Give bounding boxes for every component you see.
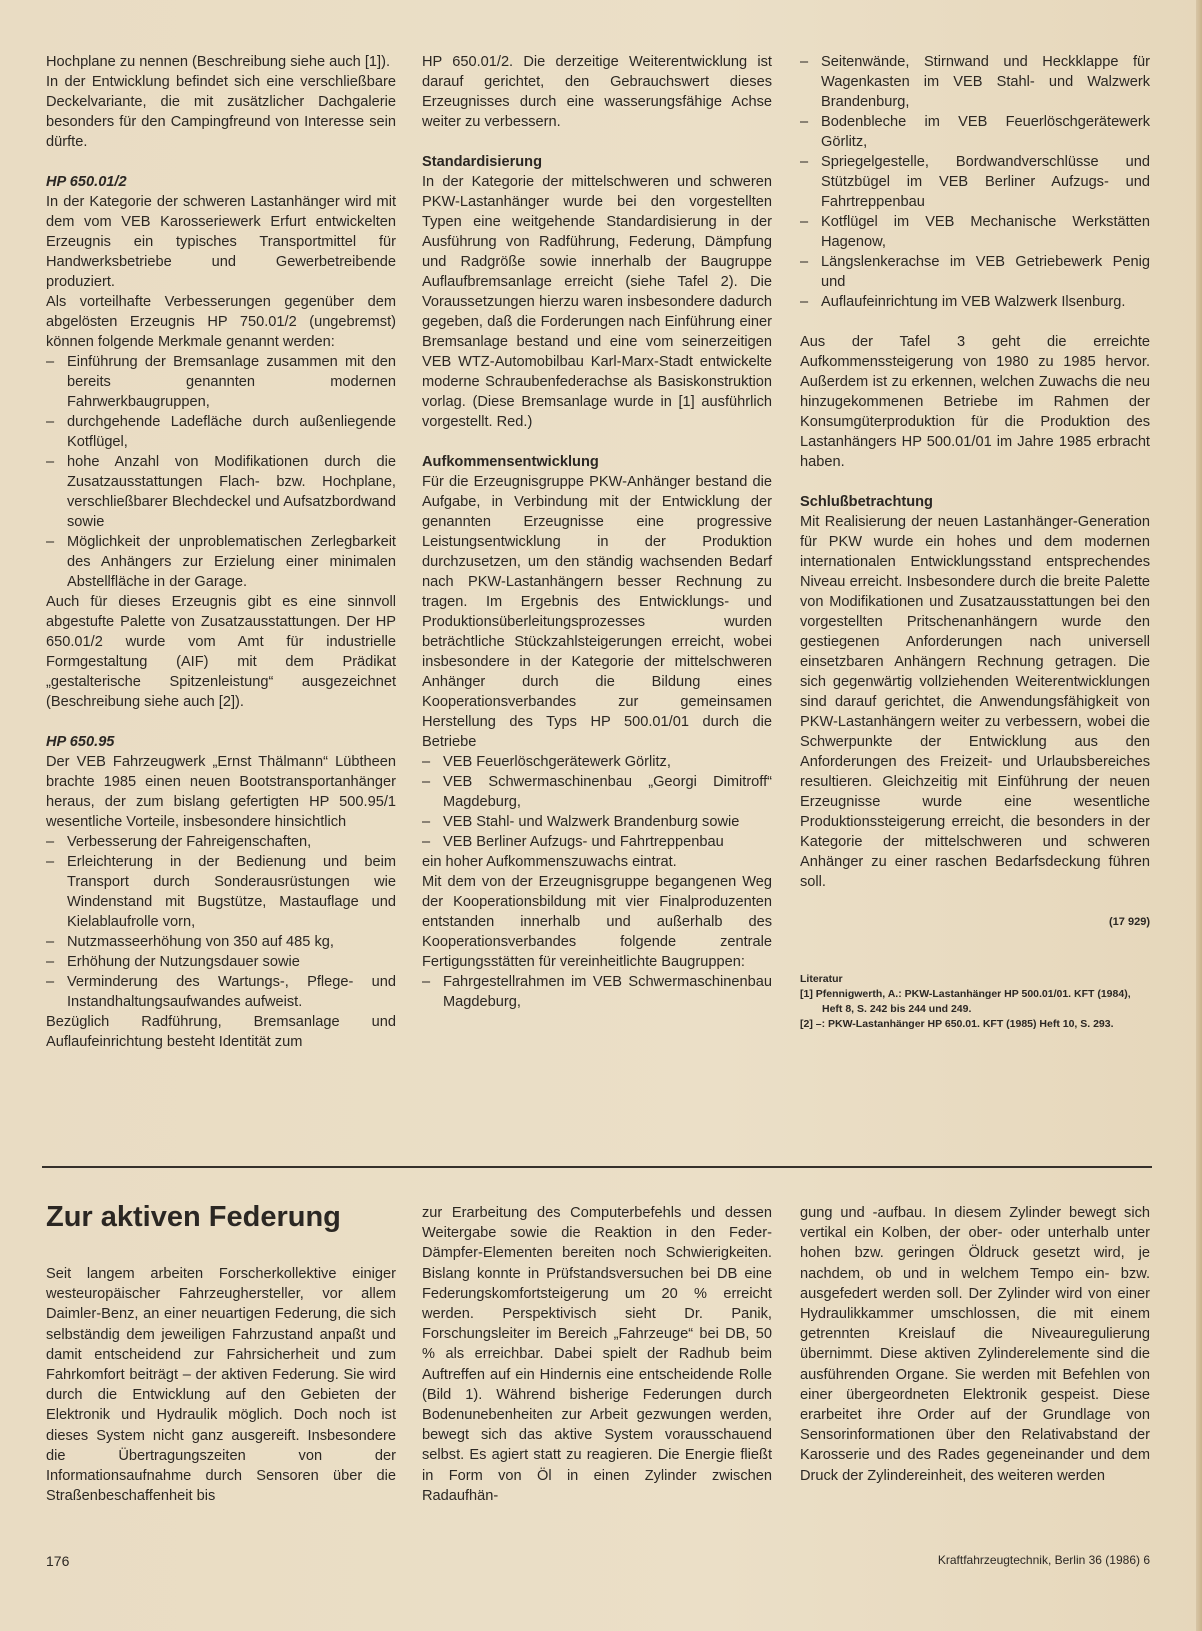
production-list-continued	[800, 52, 1150, 312]
list-item: – VEB Stahl- und Walzwerk Brandenburg sowie	[422, 812, 772, 832]
page-number: 176	[46, 1553, 70, 1569]
article1-column-3	[800, 52, 1150, 1032]
paragraph: ein hoher Aufkommenszuwachs eintrat.	[422, 854, 677, 870]
paragraph: In der Kategorie der mittelschweren und schweren PKW-Lastanhänger wurde bei den vorgestellten Typen eine weitgehende Standardisierung in der Ausführung von Radführung, Federung, Dämpfung und Radgröße sowie innerhalb der Baugruppe Auflaufbremsanlage erreicht (siehe Tafel 2). Die Voraussetzungen hierzu waren insbesondere dadurch gegeben, daß die Forderungen nach Einführung einer Bremsanlage bestand und eine vom seinerzeitigen VEB WTZ-Automobilbau Karl-Marx-Stadt entwickelte moderne Schraubenfederachse als Basiskonstruktion vorlag. (Diese Bremsanlage wurde in [1] ausführlich vorgestellt. Red.)	[422, 174, 772, 430]
page-edge	[1196, 0, 1202, 1631]
bibliography-entry: [1] Pfennigwerth, A.: PKW-Lastanhänger HP 500.01/01. KFT (1984), Heft 8, S. 242 bis 244 und 249.	[800, 988, 1131, 1015]
paragraph: gung und -aufbau. In diesem Zylinder bewegt sich vertikal ein Kolben, der ober- oder unterhalb unter hohen bzw. geringen Öldruck gesetzt wird, je nachdem, ob und in welchem Tempo ein- bzw. ausgefedert werden soll. Der Zylinder wird von einer Hydraulikkammer umschlossen, die mit einem getrennten Kreislauf die Niveauregulierung übernimmt. Diese aktiven Zylinderelemente sind die ausführenden Organe. Sie werden mit Befehlen von einer übergeordneten Elektronik gespeist. Diese erarbeitet ihre Order auf der Grundlage von Sensorinformationen über den Relativabstand der Karosserie und des Rades gegeneinander und dem Druck der Zylindereinheit, des weiteren werden	[800, 1205, 1150, 1484]
paragraph: In der Entwicklung befindet sich eine verschließbare Deckelvariante, die mit zusätzlicher Dachgalerie besonders für den Campingfreund von Interesse sein dürfte.	[46, 74, 396, 150]
section-heading: HP 650.95	[46, 734, 115, 750]
list-item: – VEB Berliner Aufzugs- und Fahrtreppenbau	[422, 832, 772, 852]
list-item: – VEB Feuerlöschgerätewerk Görlitz,	[422, 752, 772, 772]
reference-number: (17 929)	[1109, 916, 1150, 928]
list-item: – Auflaufeinrichtung im VEB Walzwerk Ilsenburg.	[800, 292, 1150, 312]
section-heading: Standardisierung	[422, 154, 543, 170]
list-item: – Erleichterung in der Bedienung und beim Transport durch Sonderausrüstungen wie Windenstand mit Bugstütze, Mastauflage und Kielablaufrolle vorn,	[46, 852, 396, 932]
company-list	[422, 752, 772, 852]
paragraph: Mit dem von der Erzeugnisgruppe begangenen Weg der Kooperationsbildung mit vier Finalproduzenten entstanden innerhalb und außerhalb des Kooperationsverbandes folgende zentrale Fertigungsstätten für vereinheitlichte Baugruppen:	[422, 874, 772, 970]
article2-headline: Zur aktiven Federung	[46, 1201, 341, 1233]
article2-column-3	[800, 1203, 1150, 1486]
section-heading: HP 650.01/2	[46, 174, 127, 190]
list-item: – Verbesserung der Fahreigenschaften,	[46, 832, 396, 852]
feature-list	[46, 352, 396, 592]
list-item: – durchgehende Ladefläche durch außenliegende Kotflügel,	[46, 412, 396, 452]
list-item: – Fahrgestellrahmen im VEB Schwermaschinenbau Magdeburg,	[422, 972, 772, 1012]
paragraph: Hochplane zu nennen (Beschreibung siehe auch [1]).	[46, 54, 390, 70]
paragraph: Der VEB Fahrzeugwerk „Ernst Thälmann“ Lübtheen brachte 1985 einen neuen Bootstransportanhänger heraus, der zum bislang gefertigten HP 500.95/1 wesentliche Vorteile, insbesondere hinsichtlich	[46, 754, 396, 830]
list-item: – Kotflügel im VEB Mechanische Werkstätten Hagenow,	[800, 212, 1150, 252]
paragraph: Seit langem arbeiten Forscherkollektive einiger westeuropäischer Fahrzeughersteller, vor allem Daimler-Benz, an einer neuartigen Federung, die sich selbständig dem jeweiligen Fahrzustand anpaßt und damit entscheidend zur Fahrsicherheit und zum Fahrkomfort beiträgt – der aktiven Federung. Sie wird durch die Entwicklung auf den Gebieten der Elektronik und Hydraulik möglich. Doch noch ist dieses System nicht ganz ausgereift. Insbesondere die Übertragungszeiten von der Informationsaufnahme durch Sensoren über die Straßenbeschaffenheit bis	[46, 1266, 396, 1505]
list-item: – Längslenkerachse im VEB Getriebewerk Penig und	[800, 252, 1150, 292]
paragraph: HP 650.01/2. Die derzeitige Weiterentwicklung ist darauf gerichtet, den Gebrauchswert dieses Erzeugnisses durch eine wasserungsfähige Achse weiter zu verbessern.	[422, 54, 772, 130]
article2-column-1	[46, 1264, 396, 1506]
bibliography-entry: [2] –: PKW-Lastanhänger HP 650.01. KFT (1985) Heft 10, S. 293.	[800, 1018, 1114, 1030]
bibliography-heading: Literatur	[800, 973, 843, 985]
section-heading: Aufkommensentwicklung	[422, 454, 599, 470]
list-item: – Einführung der Bremsanlage zusammen mit den bereits genannten modernen Fahrwerkbaugruppen,	[46, 352, 396, 412]
list-item: – VEB Schwermaschinenbau „Georgi Dimitroff“ Magdeburg,	[422, 772, 772, 812]
bibliography	[800, 972, 1150, 1032]
list-item: – Bodenbleche im VEB Feuerlöschgerätewerk Görlitz,	[800, 112, 1150, 152]
paragraph: Bezüglich Radführung, Bremsanlage und Auflaufeinrichtung besteht Identität zum	[46, 1014, 396, 1050]
section-heading: Schlußbetrachtung	[800, 494, 933, 510]
article1-column-1	[46, 52, 396, 1052]
paragraph: In der Kategorie der schweren Lastanhänger wird mit dem vom VEB Karosseriewerk Erfurt entwickelten Erzeugnis ein typisches Transportmittel für Handwerksbetriebe und Gewerbetreibende produziert.	[46, 194, 396, 290]
list-item: – Verminderung des Wartungs-, Pflege- und Instandhaltungsaufwandes aufweist.	[46, 972, 396, 1012]
paragraph: Mit Realisierung der neuen Lastanhänger-Generation für PKW wurde ein hohes und dem modernen internationalen Entwicklungsstand entsprechendes Niveau erreicht. Insbesondere durch die breite Palette von Modifikationen und Zusatzausstattungen bei den vorgestellten Pritschenanhängern wurde den gestiegenen Anforderungen nach universell einsetzbaren Anhängern Rechnung getragen. Die sich gegenwärtig vollziehenden Weiterentwicklungen sind darauf gerichtet, die Anwendungsfähigkeit von PKW-Lastanhängern weiter zu verbessern, wobei die Schwerpunkte der Entwicklung aus den Anforderungen des Freizeit- und Urlaubsbereiches resultieren. Gleichzeitig mit Einführung der neuen Erzeugnisse wurde eine wesentliche Produktionssteigerung erreicht, die besonders in der Kategorie der mittelschweren und schweren Anhänger zu einer raschen Bedarfsdeckung führen soll.	[800, 514, 1150, 890]
list-item: – Nutzmasseerhöhung von 350 auf 485 kg,	[46, 932, 396, 952]
article1-column-2	[422, 52, 772, 1012]
article2-column-2	[422, 1203, 772, 1506]
paragraph: Auch für dieses Erzeugnis gibt es eine sinnvoll abgestufte Palette von Zusatzausstattungen. Der HP 650.01/2 wurde vom Amt für industrielle Formgestaltung (AIF) mit dem Prädikat „gestalterische Spitzenleistung“ ausgezeichnet (Beschreibung siehe auch [2]).	[46, 594, 396, 710]
list-item: – Spriegelgestelle, Bordwandverschlüsse und Stützbügel im VEB Berliner Aufzugs- und Fahrtreppenbau	[800, 152, 1150, 212]
feature-list	[46, 832, 396, 1012]
production-list	[422, 972, 772, 1012]
paragraph: Aus der Tafel 3 geht die erreichte Aufkommenssteigerung von 1980 zu 1985 hervor. Außerdem ist zu erkennen, welchen Zuwachs die neu hinzugekommenen Betriebe im Rahmen der Konsumgüterproduktion für die Produktion des Lastanhängers HP 500.01/01 im Jahre 1985 erbracht haben.	[800, 334, 1150, 470]
paragraph: Für die Erzeugnisgruppe PKW-Anhänger bestand die Aufgabe, in Verbindung mit der Entwicklung der genannten Erzeugnisse eine progressive Leistungsentwicklung in der Produktion durchzusetzen, um den ständig wachsenden Bedarf nach PKW-Lastanhängern besser Rechnung zu tragen. Im Ergebnis des Entwicklungs- und Produktionsüberleitungsprozesses wurden beträchtliche Stückzahlsteigerungen erreicht, wobei insbesondere in der Kategorie der mittelschweren Anhänger durch die Bildung eines Kooperationsverbandes zur gemeinsamen Herstellung des Typs HP 500.01/01 durch die Betriebe	[422, 474, 772, 750]
journal-citation: Kraftfahrzeugtechnik, Berlin 36 (1986) 6	[937, 1553, 1150, 1567]
paragraph: Als vorteilhafte Verbesserungen gegenüber dem abgelösten Erzeugnis HP 750.01/2 (ungebremst) können folgende Merkmale genannt werden:	[46, 294, 396, 350]
article-divider	[42, 1166, 1152, 1168]
paragraph: zur Erarbeitung des Computerbefehls und dessen Weitergabe sowie die Reaktion in den Feder-Dämpfer-Elementen bereiten noch Schwierigkeiten. Bislang konnte in Prüfstandsversuchen bei DB eine Federungskomfortsteigerung um 20 % erreicht werden. Perspektivisch sieht Dr. Panik, Forschungsleiter im Bereich „Fahrzeuge“ bei DB, 50 % als erreichbar. Dabei spielt der Radhub beim Auftreffen auf ein Hindernis eine entscheidende Rolle (Bild 1). Während bisherige Federungen durch Bodenunebenheiten zur Arbeit gezwungen werden, bewegt sich das aktive System vorausschauend selbst. Es agiert statt zu reagieren. Die Energie fließt in Form von Öl in einen Zylinder zwischen Radaufhän-	[422, 1205, 772, 1504]
list-item: – Erhöhung der Nutzungsdauer sowie	[46, 952, 396, 972]
list-item: – Seitenwände, Stirnwand und Heckklappe für Wagenkasten im VEB Stahl- und Walzwerk Brandenburg,	[800, 52, 1150, 112]
list-item: – Möglichkeit der unproblematischen Zerlegbarkeit des Anhängers zur Erzielung einer minimalen Abstellfläche in der Garage.	[46, 532, 396, 592]
list-item: – hohe Anzahl von Modifikationen durch die Zusatzausstattungen Flach- bzw. Hochplane, verschließbarer Blechdeckel und Aufsatzbordwand sowie	[46, 452, 396, 532]
